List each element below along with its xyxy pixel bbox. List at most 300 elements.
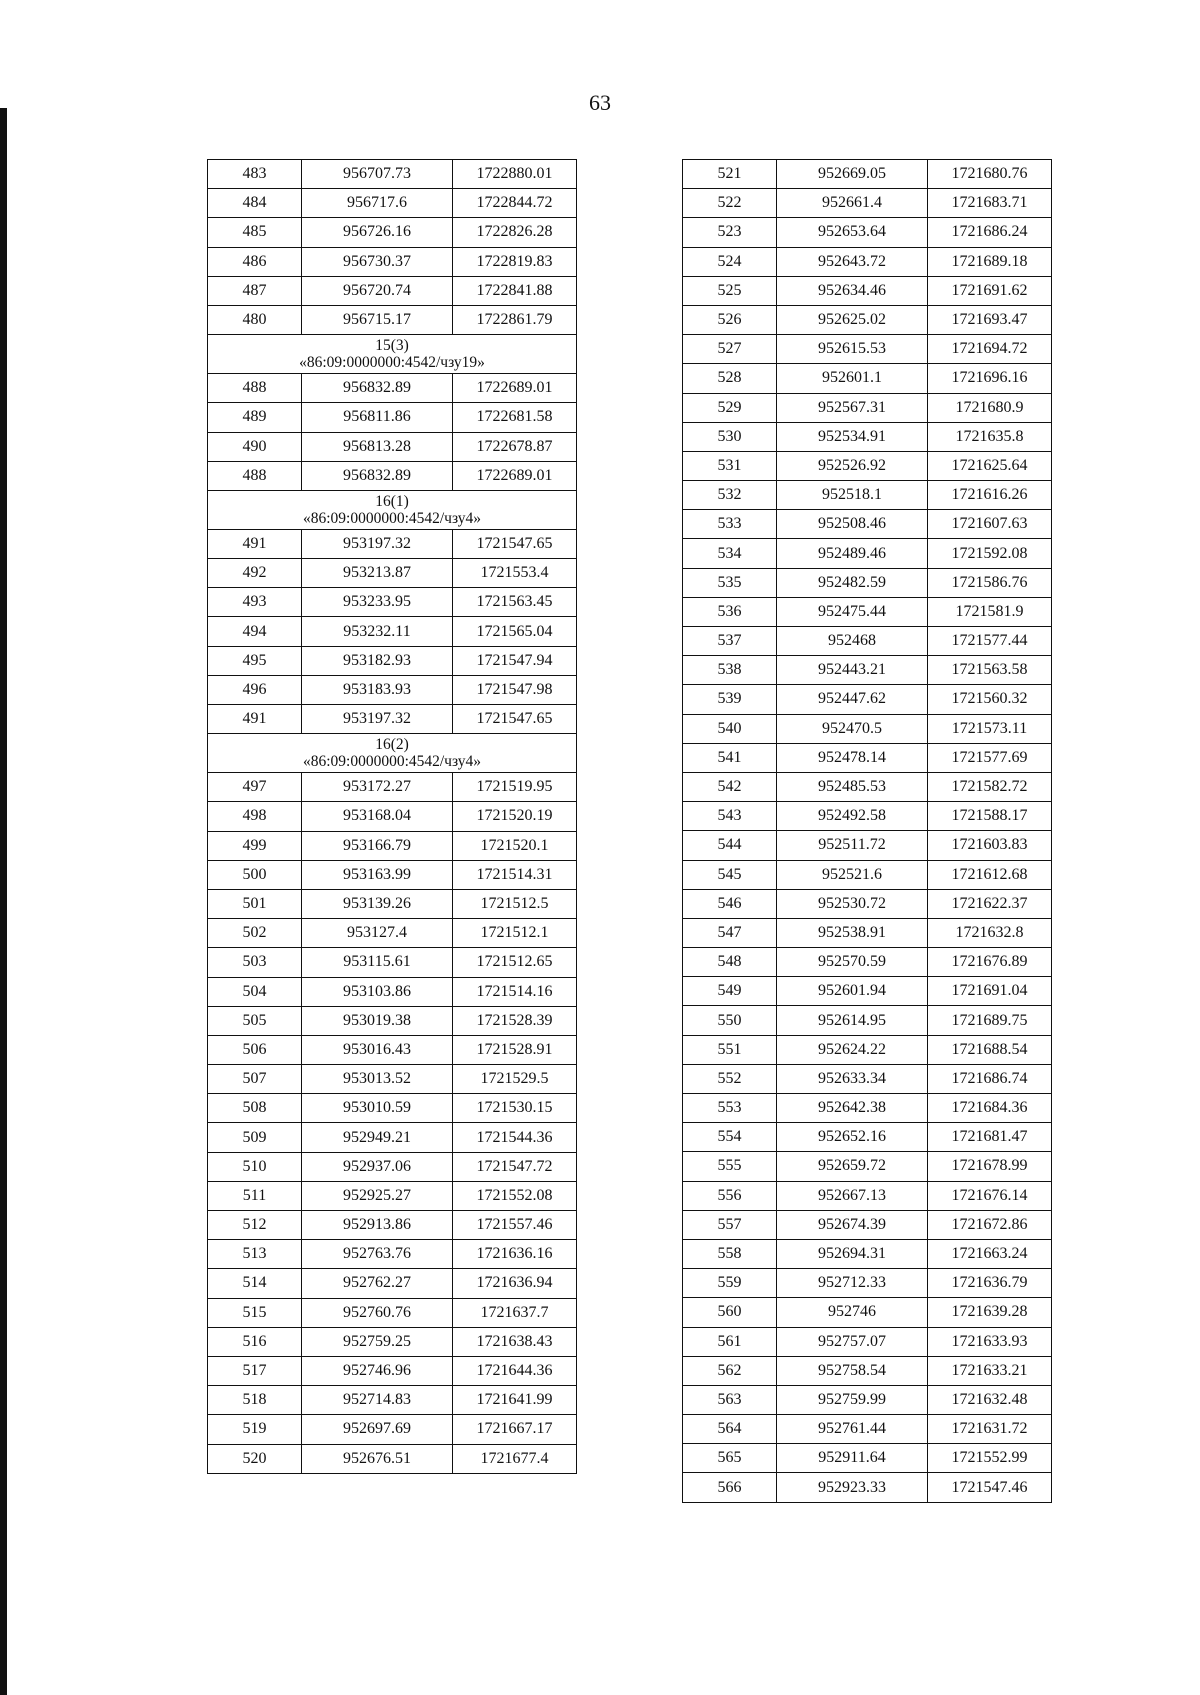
table-row — [683, 539, 1052, 568]
point-number-cell: 489 — [208, 403, 302, 432]
point-number-cell: 541 — [683, 743, 777, 772]
x-coordinate-cell: 952667.13 — [777, 1181, 928, 1210]
x-coordinate-cell: 953172.27 — [302, 773, 453, 802]
x-coordinate-cell: 952757.07 — [777, 1327, 928, 1356]
table-row — [208, 919, 577, 948]
point-number-cell: 554 — [683, 1123, 777, 1152]
table-row — [208, 189, 577, 218]
table-row — [683, 1298, 1052, 1327]
y-coordinate-cell: 1721677.4 — [453, 1444, 577, 1473]
coordinates-table-right — [682, 159, 1052, 1503]
x-coordinate-cell: 952714.83 — [302, 1386, 453, 1415]
table-row — [683, 1239, 1052, 1268]
point-number-cell: 513 — [208, 1240, 302, 1269]
point-number-cell: 506 — [208, 1035, 302, 1064]
cadastral-number: «86:09:0000000:4542/чзу19» — [299, 354, 485, 372]
point-number-cell: 514 — [208, 1269, 302, 1298]
x-coordinate-cell: 952760.76 — [302, 1298, 453, 1327]
table-row — [208, 1415, 577, 1444]
section-header-cell — [208, 490, 577, 529]
x-coordinate-cell: 956832.89 — [302, 374, 453, 403]
point-number-cell: 532 — [683, 481, 777, 510]
y-coordinate-cell: 1722826.28 — [453, 218, 577, 247]
table-row — [208, 617, 577, 646]
x-coordinate-cell: 956813.28 — [302, 432, 453, 461]
point-number-cell: 502 — [208, 919, 302, 948]
y-coordinate-cell: 1721544.36 — [453, 1123, 577, 1152]
point-number-cell: 491 — [208, 705, 302, 734]
table-row — [208, 1094, 577, 1123]
table-row — [683, 189, 1052, 218]
x-coordinate-cell: 952761.44 — [777, 1415, 928, 1444]
table-row — [683, 451, 1052, 480]
table-row — [208, 1269, 577, 1298]
table-row — [683, 1123, 1052, 1152]
table-row — [683, 1094, 1052, 1123]
x-coordinate-cell: 952534.91 — [777, 422, 928, 451]
table-row — [208, 305, 577, 334]
point-number-cell: 535 — [683, 568, 777, 597]
point-number-cell: 510 — [208, 1152, 302, 1181]
table-row — [683, 1269, 1052, 1298]
y-coordinate-cell: 1721547.94 — [453, 646, 577, 675]
table-row — [208, 646, 577, 675]
point-number-cell: 543 — [683, 802, 777, 831]
y-coordinate-cell: 1721667.17 — [453, 1415, 577, 1444]
y-coordinate-cell: 1721693.47 — [928, 305, 1052, 334]
x-coordinate-cell: 956832.89 — [302, 461, 453, 490]
y-coordinate-cell: 1722861.79 — [453, 305, 577, 334]
x-coordinate-cell: 953139.26 — [302, 889, 453, 918]
x-coordinate-cell: 952676.51 — [302, 1444, 453, 1473]
table-body — [208, 160, 577, 1474]
y-coordinate-cell: 1721684.36 — [928, 1094, 1052, 1123]
table-row — [208, 1386, 577, 1415]
table-row — [208, 1327, 577, 1356]
x-coordinate-cell: 952447.62 — [777, 685, 928, 714]
table-row — [683, 568, 1052, 597]
x-coordinate-cell: 952746.96 — [302, 1356, 453, 1385]
table-row — [208, 1065, 577, 1094]
table-row — [208, 802, 577, 831]
table-row — [683, 305, 1052, 334]
x-coordinate-cell: 953168.04 — [302, 802, 453, 831]
y-coordinate-cell: 1721547.46 — [928, 1473, 1052, 1502]
x-coordinate-cell: 952570.59 — [777, 948, 928, 977]
x-coordinate-cell: 953233.95 — [302, 588, 453, 617]
point-number-cell: 539 — [683, 685, 777, 714]
y-coordinate-cell: 1721678.99 — [928, 1152, 1052, 1181]
page-number: 63 — [589, 90, 611, 115]
x-coordinate-cell: 952759.99 — [777, 1385, 928, 1414]
table-row — [683, 1006, 1052, 1035]
x-coordinate-cell: 952489.46 — [777, 539, 928, 568]
table-row — [208, 1123, 577, 1152]
table-row — [208, 1240, 577, 1269]
point-number-cell: 521 — [683, 160, 777, 189]
point-number-cell: 537 — [683, 627, 777, 656]
cadastral-number: «86:09:0000000:4542/чзу4» — [302, 753, 482, 771]
point-number-cell: 526 — [683, 305, 777, 334]
x-coordinate-cell: 953127.4 — [302, 919, 453, 948]
point-number-cell: 561 — [683, 1327, 777, 1356]
y-coordinate-cell: 1721560.32 — [928, 685, 1052, 714]
y-coordinate-cell: 1721663.24 — [928, 1239, 1052, 1268]
table-row — [208, 705, 577, 734]
point-number-cell: 520 — [208, 1444, 302, 1473]
table-row — [683, 831, 1052, 860]
y-coordinate-cell: 1721689.75 — [928, 1006, 1052, 1035]
point-number-cell: 496 — [208, 675, 302, 704]
y-coordinate-cell: 1721625.64 — [928, 451, 1052, 480]
y-coordinate-cell: 1721633.93 — [928, 1327, 1052, 1356]
table-row — [208, 948, 577, 977]
point-number-cell: 508 — [208, 1094, 302, 1123]
table-row — [208, 1181, 577, 1210]
point-number-cell: 527 — [683, 335, 777, 364]
table-row — [208, 588, 577, 617]
table-row — [683, 714, 1052, 743]
point-number-cell: 560 — [683, 1298, 777, 1327]
y-coordinate-cell: 1721686.24 — [928, 218, 1052, 247]
point-number-cell: 488 — [208, 374, 302, 403]
point-number-cell: 509 — [208, 1123, 302, 1152]
y-coordinate-cell: 1721680.9 — [928, 393, 1052, 422]
point-number-cell: 544 — [683, 831, 777, 860]
x-coordinate-cell: 952625.02 — [777, 305, 928, 334]
point-number-cell: 559 — [683, 1269, 777, 1298]
table-row — [683, 1327, 1052, 1356]
point-number-cell: 542 — [683, 772, 777, 801]
table-row — [683, 772, 1052, 801]
x-coordinate-cell: 952923.33 — [777, 1473, 928, 1502]
y-coordinate-cell: 1721547.65 — [453, 529, 577, 558]
point-number-cell: 529 — [683, 393, 777, 422]
y-coordinate-cell: 1721528.91 — [453, 1035, 577, 1064]
table-row — [208, 374, 577, 403]
table-row — [208, 831, 577, 860]
table-row — [683, 160, 1052, 189]
x-coordinate-cell: 952485.53 — [777, 772, 928, 801]
y-coordinate-cell: 1721519.95 — [453, 773, 577, 802]
table-row — [683, 1356, 1052, 1385]
section-id: 16(1) — [375, 492, 409, 510]
point-number-cell: 565 — [683, 1444, 777, 1473]
y-coordinate-cell: 1721681.47 — [928, 1123, 1052, 1152]
x-coordinate-cell: 952482.59 — [777, 568, 928, 597]
x-coordinate-cell: 952624.22 — [777, 1035, 928, 1064]
section-header-row — [208, 734, 577, 773]
section-header-cell — [208, 734, 577, 773]
table-row — [208, 1444, 577, 1473]
x-coordinate-cell: 953213.87 — [302, 559, 453, 588]
y-coordinate-cell: 1721514.16 — [453, 977, 577, 1006]
table-row — [683, 247, 1052, 276]
y-coordinate-cell: 1722819.83 — [453, 247, 577, 276]
y-coordinate-cell: 1721552.08 — [453, 1181, 577, 1210]
x-coordinate-cell: 953016.43 — [302, 1035, 453, 1064]
point-number-cell: 534 — [683, 539, 777, 568]
table-row — [683, 510, 1052, 539]
point-number-cell: 566 — [683, 1473, 777, 1502]
y-coordinate-cell: 1721514.31 — [453, 860, 577, 889]
x-coordinate-cell: 952470.5 — [777, 714, 928, 743]
x-coordinate-cell: 952634.46 — [777, 276, 928, 305]
x-coordinate-cell: 952443.21 — [777, 656, 928, 685]
point-number-cell: 516 — [208, 1327, 302, 1356]
point-number-cell: 486 — [208, 247, 302, 276]
table-row — [683, 685, 1052, 714]
y-coordinate-cell: 1722678.87 — [453, 432, 577, 461]
table-row — [683, 218, 1052, 247]
y-coordinate-cell: 1721644.36 — [453, 1356, 577, 1385]
y-coordinate-cell: 1721528.39 — [453, 1006, 577, 1035]
point-number-cell: 490 — [208, 432, 302, 461]
table-row — [208, 1152, 577, 1181]
y-coordinate-cell: 1721694.72 — [928, 335, 1052, 364]
y-coordinate-cell: 1721691.62 — [928, 276, 1052, 305]
point-number-cell: 503 — [208, 948, 302, 977]
point-number-cell: 480 — [208, 305, 302, 334]
y-coordinate-cell: 1721581.9 — [928, 597, 1052, 626]
point-number-cell: 498 — [208, 802, 302, 831]
table-row — [683, 1444, 1052, 1473]
y-coordinate-cell: 1721565.04 — [453, 617, 577, 646]
table-row — [683, 481, 1052, 510]
x-coordinate-cell: 953197.32 — [302, 529, 453, 558]
point-number-cell: 551 — [683, 1035, 777, 1064]
y-coordinate-cell: 1721696.16 — [928, 364, 1052, 393]
x-coordinate-cell: 956811.86 — [302, 403, 453, 432]
point-number-cell: 511 — [208, 1181, 302, 1210]
point-number-cell: 494 — [208, 617, 302, 646]
point-number-cell: 501 — [208, 889, 302, 918]
y-coordinate-cell: 1721512.65 — [453, 948, 577, 977]
x-coordinate-cell: 956707.73 — [302, 160, 453, 189]
x-coordinate-cell: 953182.93 — [302, 646, 453, 675]
point-number-cell: 558 — [683, 1239, 777, 1268]
x-coordinate-cell: 953019.38 — [302, 1006, 453, 1035]
y-coordinate-cell: 1721557.46 — [453, 1211, 577, 1240]
scan-edge-bar — [0, 108, 7, 1695]
table-row — [208, 860, 577, 889]
y-coordinate-cell: 1721577.69 — [928, 743, 1052, 772]
x-coordinate-cell: 952937.06 — [302, 1152, 453, 1181]
table-row — [683, 948, 1052, 977]
y-coordinate-cell: 1721563.58 — [928, 656, 1052, 685]
x-coordinate-cell: 952661.4 — [777, 189, 928, 218]
table-row — [683, 1415, 1052, 1444]
y-coordinate-cell: 1721616.26 — [928, 481, 1052, 510]
point-number-cell: 555 — [683, 1152, 777, 1181]
y-coordinate-cell: 1721638.43 — [453, 1327, 577, 1356]
y-coordinate-cell: 1721672.86 — [928, 1210, 1052, 1239]
point-number-cell: 504 — [208, 977, 302, 1006]
point-number-cell: 505 — [208, 1006, 302, 1035]
y-coordinate-cell: 1721577.44 — [928, 627, 1052, 656]
x-coordinate-cell: 952601.94 — [777, 977, 928, 1006]
x-coordinate-cell: 952697.69 — [302, 1415, 453, 1444]
point-number-cell: 563 — [683, 1385, 777, 1414]
y-coordinate-cell: 1721622.37 — [928, 889, 1052, 918]
x-coordinate-cell: 952538.91 — [777, 918, 928, 947]
point-number-cell: 519 — [208, 1415, 302, 1444]
point-number-cell: 550 — [683, 1006, 777, 1035]
y-coordinate-cell: 1721636.16 — [453, 1240, 577, 1269]
y-coordinate-cell: 1721686.74 — [928, 1064, 1052, 1093]
y-coordinate-cell: 1721683.71 — [928, 189, 1052, 218]
y-coordinate-cell: 1721676.89 — [928, 948, 1052, 977]
table-row — [208, 559, 577, 588]
y-coordinate-cell: 1721603.83 — [928, 831, 1052, 860]
x-coordinate-cell: 953232.11 — [302, 617, 453, 646]
table-row — [208, 160, 577, 189]
table-row — [683, 656, 1052, 685]
table-row — [208, 1035, 577, 1064]
x-coordinate-cell: 952511.72 — [777, 831, 928, 860]
point-number-cell: 492 — [208, 559, 302, 588]
y-coordinate-cell: 1721582.72 — [928, 772, 1052, 801]
y-coordinate-cell: 1721529.5 — [453, 1065, 577, 1094]
table-row — [208, 1006, 577, 1035]
point-number-cell: 512 — [208, 1211, 302, 1240]
table-row — [683, 860, 1052, 889]
table-row — [683, 802, 1052, 831]
table-row — [683, 1210, 1052, 1239]
table-row — [208, 1356, 577, 1385]
point-number-cell: 507 — [208, 1065, 302, 1094]
section-header-row — [208, 335, 577, 374]
x-coordinate-cell: 952492.58 — [777, 802, 928, 831]
table-row — [683, 276, 1052, 305]
point-number-cell: 487 — [208, 276, 302, 305]
point-number-cell: 562 — [683, 1356, 777, 1385]
y-coordinate-cell: 1721552.99 — [928, 1444, 1052, 1473]
point-number-cell: 546 — [683, 889, 777, 918]
y-coordinate-cell: 1721641.99 — [453, 1386, 577, 1415]
y-coordinate-cell: 1721573.11 — [928, 714, 1052, 743]
point-number-cell: 485 — [208, 218, 302, 247]
x-coordinate-cell: 952762.27 — [302, 1269, 453, 1298]
section-header-cell — [208, 335, 577, 374]
table-row — [683, 743, 1052, 772]
x-coordinate-cell: 952530.72 — [777, 889, 928, 918]
x-coordinate-cell: 953010.59 — [302, 1094, 453, 1123]
table-row — [683, 918, 1052, 947]
x-coordinate-cell: 952913.86 — [302, 1211, 453, 1240]
cadastral-number: «86:09:0000000:4542/чзу4» — [302, 509, 482, 527]
point-number-cell: 523 — [683, 218, 777, 247]
x-coordinate-cell: 952759.25 — [302, 1327, 453, 1356]
point-number-cell: 528 — [683, 364, 777, 393]
point-number-cell: 495 — [208, 646, 302, 675]
point-number-cell: 491 — [208, 529, 302, 558]
point-number-cell: 545 — [683, 860, 777, 889]
table-row — [683, 889, 1052, 918]
x-coordinate-cell: 952758.54 — [777, 1356, 928, 1385]
y-coordinate-cell: 1721588.17 — [928, 802, 1052, 831]
x-coordinate-cell: 952518.1 — [777, 481, 928, 510]
table-row — [208, 1298, 577, 1327]
table-row — [208, 276, 577, 305]
table-row — [683, 393, 1052, 422]
table-body — [683, 160, 1052, 1503]
y-coordinate-cell: 1721632.48 — [928, 1385, 1052, 1414]
point-number-cell: 497 — [208, 773, 302, 802]
table-row — [208, 529, 577, 558]
y-coordinate-cell: 1721636.79 — [928, 1269, 1052, 1298]
y-coordinate-cell: 1721633.21 — [928, 1356, 1052, 1385]
x-coordinate-cell: 952712.33 — [777, 1269, 928, 1298]
table-row — [208, 889, 577, 918]
x-coordinate-cell: 952674.39 — [777, 1210, 928, 1239]
point-number-cell: 525 — [683, 276, 777, 305]
x-coordinate-cell: 952468 — [777, 627, 928, 656]
point-number-cell: 557 — [683, 1210, 777, 1239]
point-number-cell: 531 — [683, 451, 777, 480]
y-coordinate-cell: 1721553.4 — [453, 559, 577, 588]
x-coordinate-cell: 952508.46 — [777, 510, 928, 539]
x-coordinate-cell: 952763.76 — [302, 1240, 453, 1269]
x-coordinate-cell: 956726.16 — [302, 218, 453, 247]
x-coordinate-cell: 952746 — [777, 1298, 928, 1327]
y-coordinate-cell: 1722681.58 — [453, 403, 577, 432]
point-number-cell: 549 — [683, 977, 777, 1006]
y-coordinate-cell: 1722689.01 — [453, 374, 577, 403]
x-coordinate-cell: 952652.16 — [777, 1123, 928, 1152]
table-row — [683, 1181, 1052, 1210]
point-number-cell: 552 — [683, 1064, 777, 1093]
y-coordinate-cell: 1721631.72 — [928, 1415, 1052, 1444]
y-coordinate-cell: 1721632.8 — [928, 918, 1052, 947]
x-coordinate-cell: 953013.52 — [302, 1065, 453, 1094]
x-coordinate-cell: 952643.72 — [777, 247, 928, 276]
y-coordinate-cell: 1721512.5 — [453, 889, 577, 918]
point-number-cell: 548 — [683, 948, 777, 977]
x-coordinate-cell: 952614.95 — [777, 1006, 928, 1035]
x-coordinate-cell: 952659.72 — [777, 1152, 928, 1181]
x-coordinate-cell: 952653.64 — [777, 218, 928, 247]
point-number-cell: 547 — [683, 918, 777, 947]
table-row — [683, 1035, 1052, 1064]
point-number-cell: 553 — [683, 1094, 777, 1123]
point-number-cell: 483 — [208, 160, 302, 189]
table-row — [208, 461, 577, 490]
point-number-cell: 515 — [208, 1298, 302, 1327]
table-row — [208, 403, 577, 432]
y-coordinate-cell: 1721520.1 — [453, 831, 577, 860]
x-coordinate-cell: 956717.6 — [302, 189, 453, 218]
y-coordinate-cell: 1722841.88 — [453, 276, 577, 305]
y-coordinate-cell: 1721635.8 — [928, 422, 1052, 451]
y-coordinate-cell: 1721547.72 — [453, 1152, 577, 1181]
x-coordinate-cell: 956730.37 — [302, 247, 453, 276]
x-coordinate-cell: 952567.31 — [777, 393, 928, 422]
point-number-cell: 540 — [683, 714, 777, 743]
section-header-row — [208, 490, 577, 529]
point-number-cell: 522 — [683, 189, 777, 218]
table-row — [683, 364, 1052, 393]
y-coordinate-cell: 1721691.04 — [928, 977, 1052, 1006]
x-coordinate-cell: 953115.61 — [302, 948, 453, 977]
point-number-cell: 533 — [683, 510, 777, 539]
y-coordinate-cell: 1721612.68 — [928, 860, 1052, 889]
x-coordinate-cell: 952949.21 — [302, 1123, 453, 1152]
point-number-cell: 500 — [208, 860, 302, 889]
table-row — [208, 675, 577, 704]
x-coordinate-cell: 953183.93 — [302, 675, 453, 704]
point-number-cell: 530 — [683, 422, 777, 451]
